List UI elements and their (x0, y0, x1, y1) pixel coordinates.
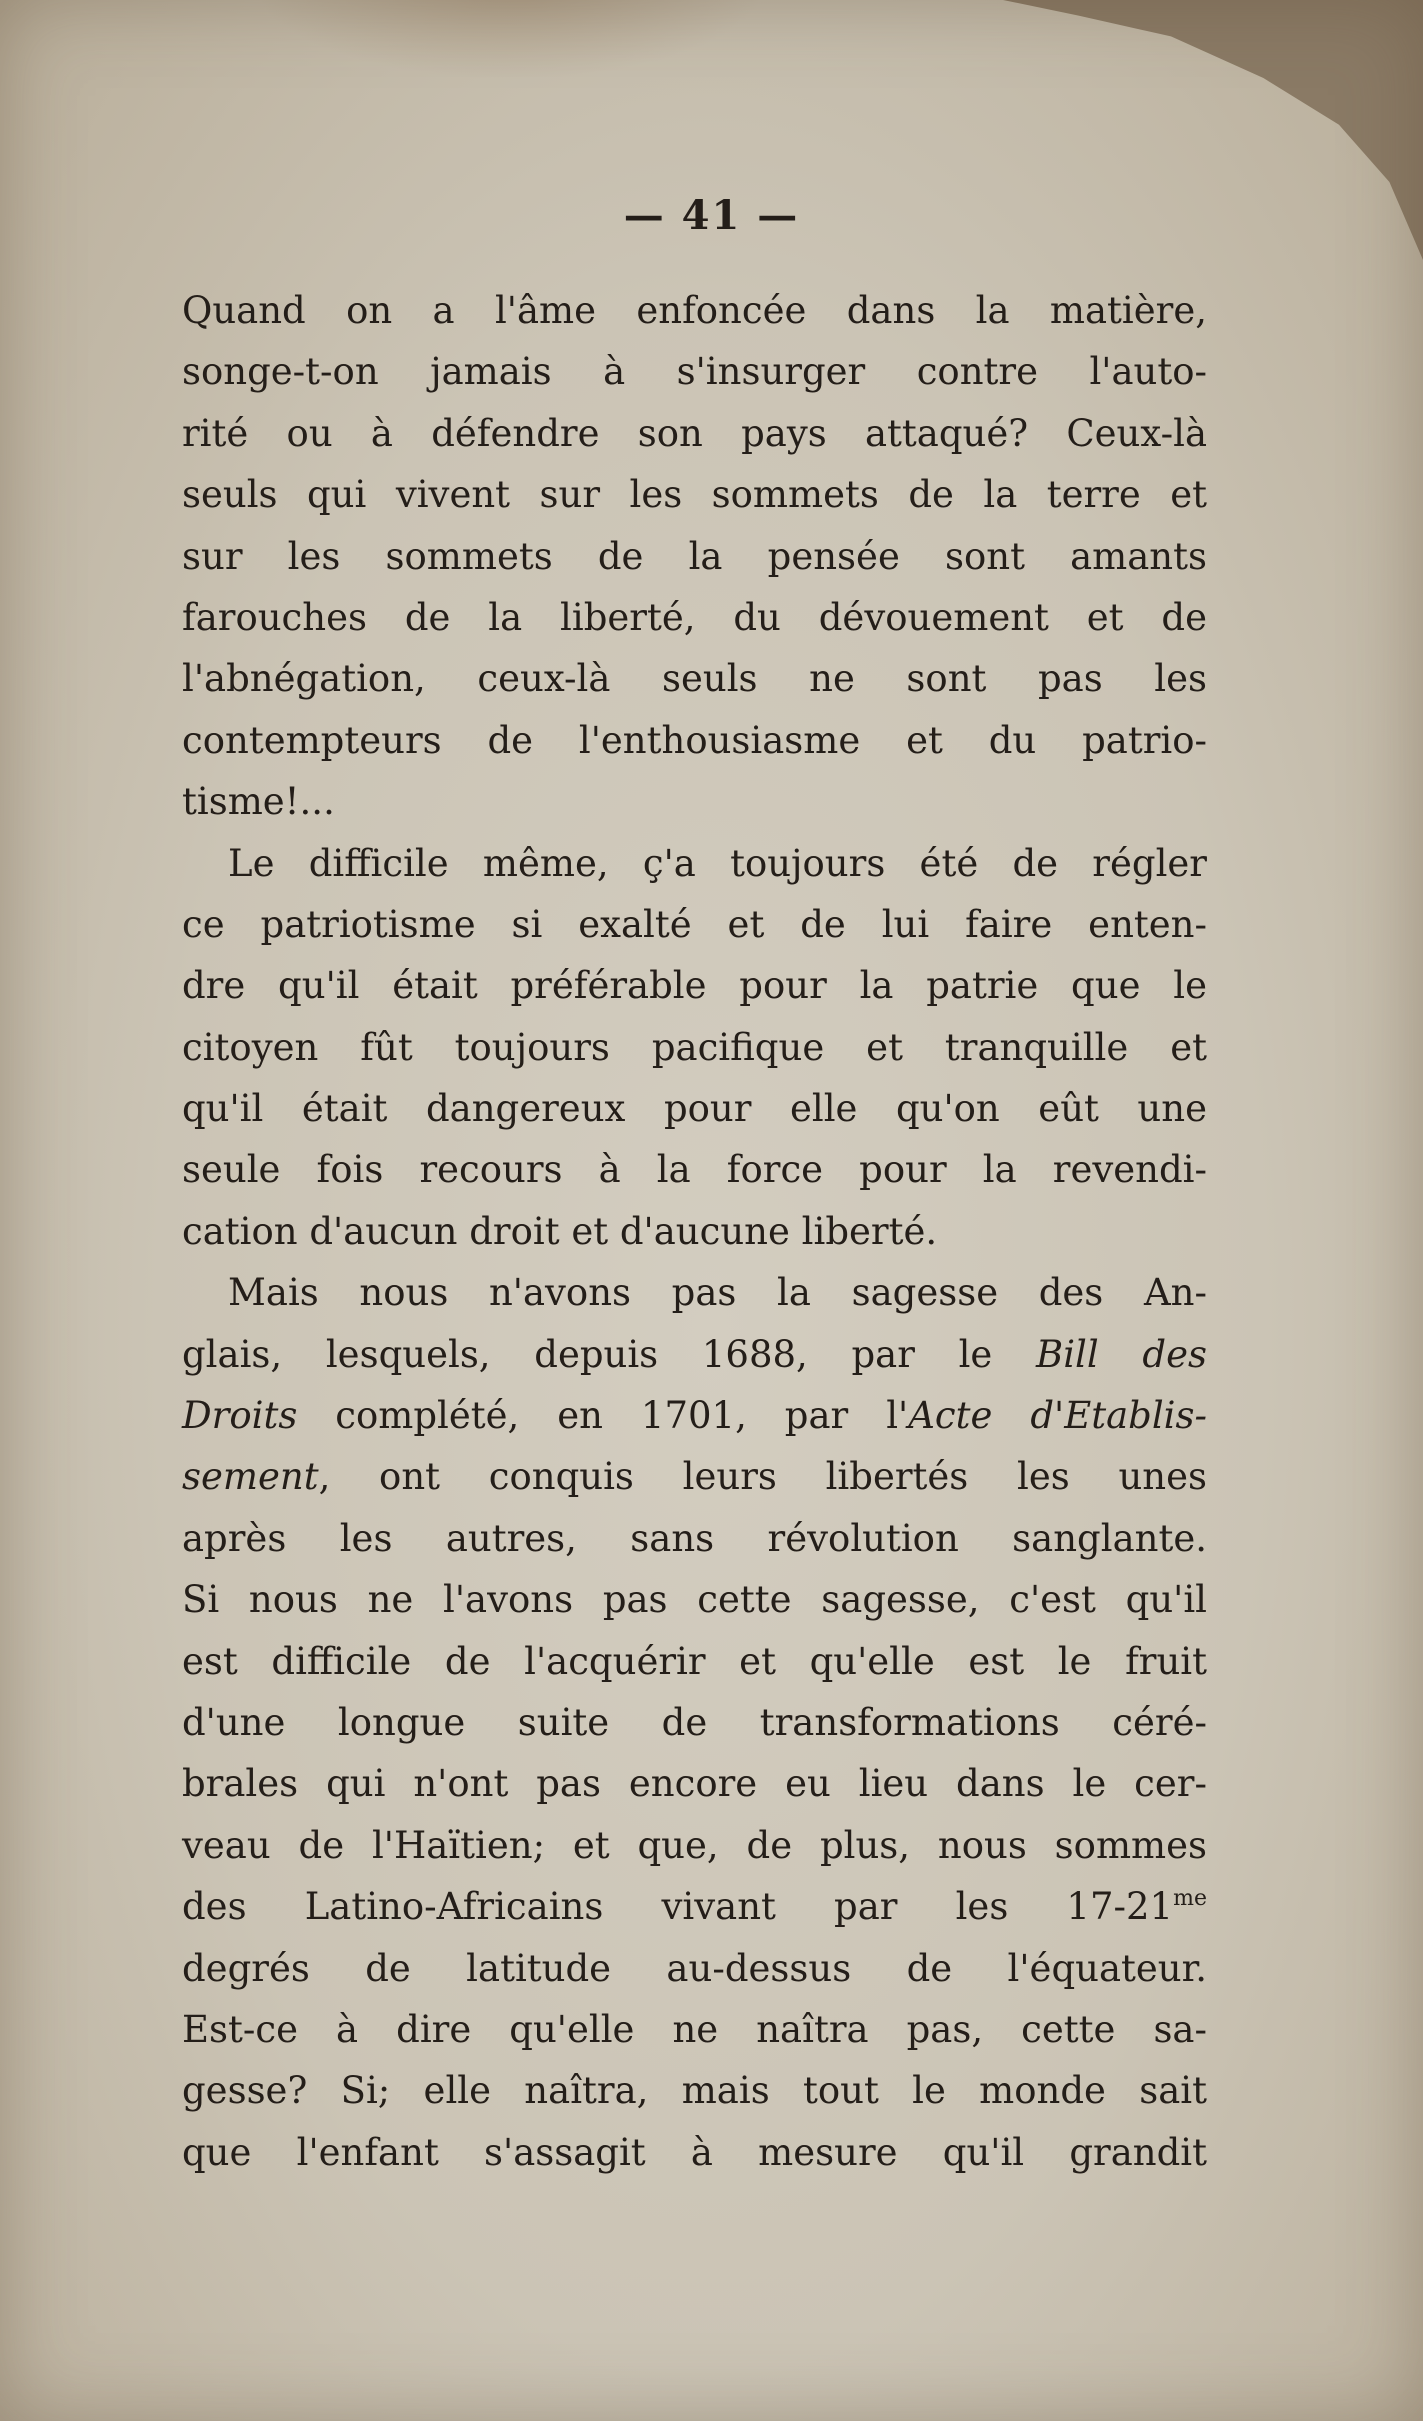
text-line: glais, lesquels, depuis 1688, par le Bill des (182, 1332, 1207, 1376)
text-line: Mais nous n'avons pas la sagesse des An- (228, 1271, 1207, 1315)
text-line: après les autres, sans révolution sanglante. (182, 1516, 1207, 1560)
text-line: tisme!... (182, 780, 335, 824)
text-line: Quand on a l'âme enfoncée dans la matière, (182, 289, 1207, 332)
text-line: ce patriotisme si exalté et de lui faire enten- (182, 902, 1207, 946)
text-line: sement, ont conquis leurs libertés les unes (182, 1455, 1207, 1499)
paper-stain (250, 0, 770, 80)
text-line: brales qui n'ont pas encore eu lieu dans le cer- (182, 1762, 1207, 1806)
text-line: cation d'aucun droit et d'aucune liberté. (182, 1209, 938, 1253)
text-line: qu'il était dangereux pour elle qu'on eût une (182, 1087, 1207, 1131)
text-line: seule fois recours à la force pour la revendi- (182, 1148, 1207, 1192)
text-line: Si nous ne l'avons pas cette sagesse, c'est qu'il (182, 1578, 1207, 1622)
text-line: seuls qui vivent sur les sommets de la terre et (182, 473, 1207, 517)
page-number: — 41 — (623, 192, 800, 239)
text-line: veau de l'Haïtien; et que, de plus, nous sommes (182, 1823, 1207, 1867)
body-text (182, 280, 1207, 2183)
text-line: Droits complété, en 1701, par l'Acte d'Etablis- (182, 1394, 1207, 1438)
text-line: l'abnégation, ceux-là seuls ne sont pas les (182, 657, 1207, 701)
text-line: Le difficile même, ç'a toujours été de régler (228, 841, 1207, 885)
text-line: gesse? Si; elle naîtra, mais tout le monde sait (182, 2069, 1207, 2113)
text-line: degrés de latitude au-dessus de l'équateur. (182, 1946, 1207, 1990)
text-line: sur les sommets de la pensée sont amants (182, 534, 1207, 578)
text-line: songe-t-on jamais à s'insurger contre l'auto- (182, 350, 1207, 394)
text-line: contempteurs de l'enthousiasme et du patrio- (182, 718, 1207, 762)
superscript: me (1173, 1886, 1207, 1912)
text-line: est difficile de l'acquérir et qu'elle est le fruit (182, 1639, 1207, 1683)
text-line-main: des Latino-Africains vivant par les 17-21 (182, 1885, 1174, 1929)
text-line: citoyen fût toujours pacifique et tranquille et (182, 1025, 1207, 1069)
text-line: d'une longue suite de transformations céré- (182, 1700, 1207, 1744)
text-line: dre qu'il était préférable pour la patrie que le (182, 964, 1207, 1008)
text-line: rité ou à défendre son pays attaqué? Ceux-là (182, 411, 1207, 455)
text-line: Est-ce à dire qu'elle ne naîtra pas, cette sa- (182, 2007, 1207, 2051)
text-line: que l'enfant s'assagit à mesure qu'il grandit (182, 2130, 1207, 2174)
text-line-with-superscript (182, 1876, 1207, 1937)
text-line: farouches de la liberté, du dévouement et de (182, 595, 1207, 639)
